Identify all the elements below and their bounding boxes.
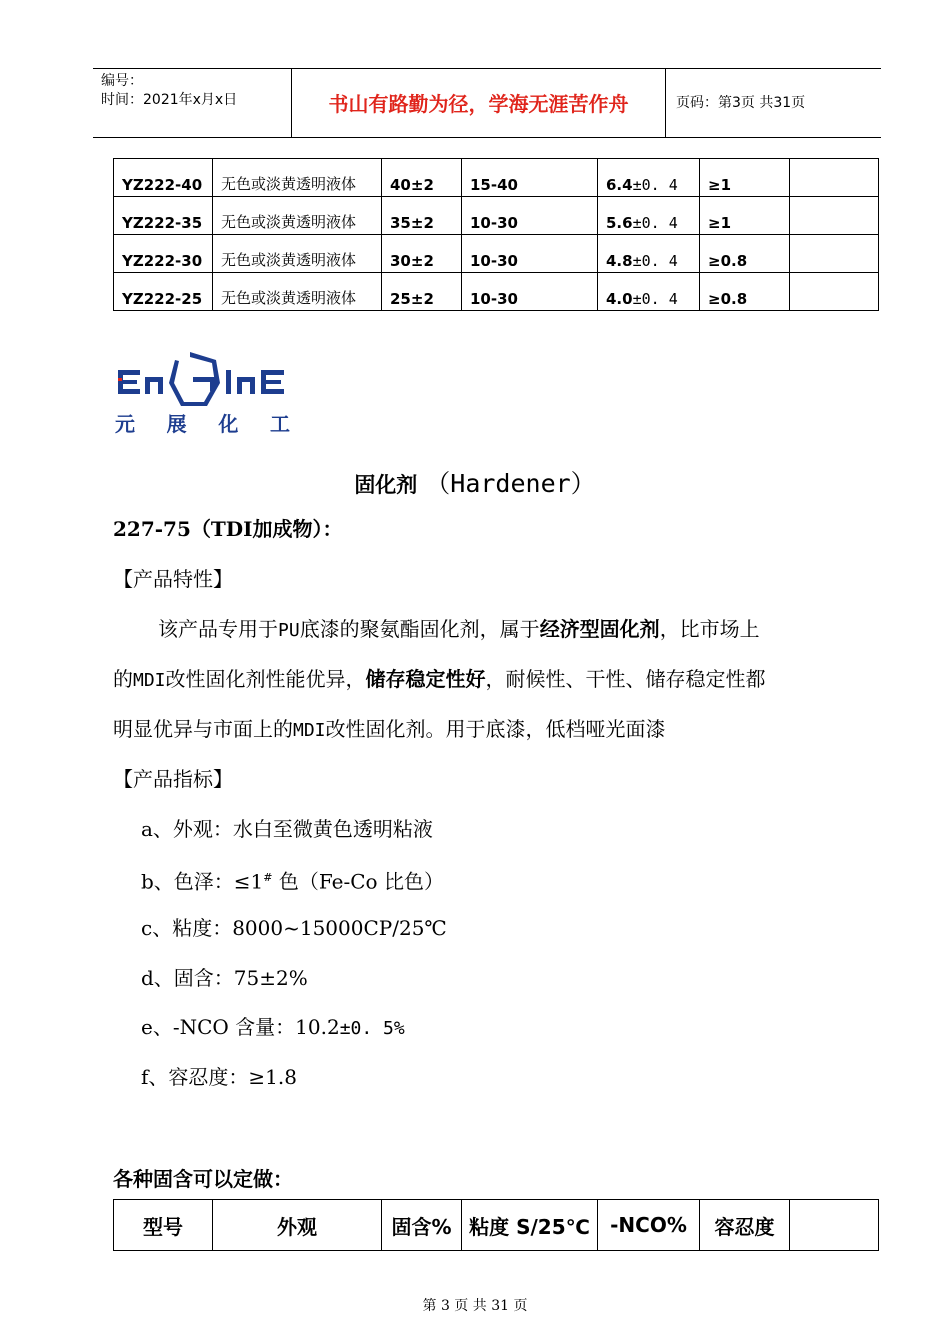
text-run: 改性固化剂。用于底漆，低档哑光面漆 (325, 717, 666, 741)
text-run: ，耐候性、干性、储存稳定性都 (485, 667, 766, 691)
index-item-e (141, 1014, 405, 1042)
header-cell: 型号 (114, 1200, 213, 1251)
index-item-a: a、外观：水白至微黄色透明粘液 (141, 817, 433, 841)
text-run: MDI (133, 670, 166, 691)
table-header-row (114, 1200, 879, 1251)
text-run: 明显优异与市面上的 (113, 717, 293, 741)
text-run: 的 (113, 667, 133, 691)
cell-nco (598, 235, 700, 273)
cell-appearance: 无色或淡黄透明液体 (213, 235, 382, 273)
text-run: 色（Fe-Co 比色） (272, 869, 444, 894)
cell-extra (790, 197, 879, 235)
text-run: ±0. 5% (339, 1018, 405, 1039)
superscript: # (263, 871, 273, 884)
nco-value: 4.8 (606, 252, 633, 270)
nco-tolerance: ±0. 4 (632, 176, 678, 194)
cell-nco (598, 159, 700, 197)
cell-nco (598, 273, 700, 311)
cell-tolerance: ≥1 (700, 197, 790, 235)
index-label: 【产品指标】 (113, 767, 233, 791)
header-cell: -NCO% (598, 1200, 700, 1251)
text-run: PU (278, 620, 300, 641)
logo-accent (118, 378, 122, 381)
header-page-label: 页码：第3页 共31页 (676, 95, 806, 111)
cell-appearance: 无色或淡黄透明液体 (213, 197, 382, 235)
product-heading: 227-75（TDI加成物）： (113, 517, 343, 541)
features-line-1 (158, 616, 760, 644)
cell-tolerance: ≥1 (700, 159, 790, 197)
text-run: ，比市场上 (659, 617, 760, 641)
nco-tolerance: ±0. 4 (632, 214, 678, 232)
cell-tolerance: ≥0.8 (700, 273, 790, 311)
cell-model: YZ222-35 (114, 197, 213, 235)
text-run: MDI (293, 720, 326, 741)
section-title-cn: 固化剂 (354, 473, 418, 497)
page-footer: 第 3 页 共 31 页 (422, 1298, 528, 1314)
nco-tolerance: ±0. 4 (632, 290, 678, 308)
header-cell (790, 1200, 879, 1251)
table-row (114, 235, 879, 273)
header-cell: 外观 (213, 1200, 382, 1251)
section-title (0, 464, 950, 500)
cell-solid: 40±2 (382, 159, 462, 197)
emphasis-text: 经济型固化剂 (539, 617, 660, 641)
cell-model: YZ222-40 (114, 159, 213, 197)
text-run: 该产品专用于 (158, 617, 278, 641)
logo-char: 化 (218, 412, 239, 436)
features-line-2 (113, 666, 766, 694)
doc-date-label: 时间：2021年x月x日 (101, 92, 238, 108)
cell-appearance: 无色或淡黄透明液体 (213, 159, 382, 197)
features-line-3 (113, 716, 666, 744)
spec-table-body (114, 159, 879, 311)
text-run: e、-NCO 含量：10.2 (141, 1015, 340, 1039)
cell-viscosity: 10-30 (462, 273, 598, 311)
text-run: b、色泽：≤1 (141, 869, 264, 894)
index-item-f: f、容忍度：≥1.8 (141, 1065, 297, 1089)
cell-solid: 25±2 (382, 273, 462, 311)
nco-tolerance: ±0. 4 (632, 252, 678, 270)
nco-value: 5.6 (606, 214, 633, 232)
logo-char: 展 (166, 412, 187, 436)
cell-viscosity: 10-30 (462, 235, 598, 273)
header-cell: 固含% (382, 1200, 462, 1251)
cell-model: YZ222-25 (114, 273, 213, 311)
logo-wordmark (118, 352, 284, 406)
header-motto-cell (292, 69, 666, 137)
spec-table (113, 158, 879, 311)
cell-appearance: 无色或淡黄透明液体 (213, 273, 382, 311)
cell-extra (790, 273, 879, 311)
index-item-b (141, 865, 444, 895)
cell-solid: 35±2 (382, 197, 462, 235)
cell-viscosity: 10-30 (462, 197, 598, 235)
custom-note: 各种固含可以定做： (113, 1167, 293, 1191)
header-motto: 书山有路勤为径，学海无涯苦作舟 (328, 92, 629, 116)
page-header (93, 68, 881, 138)
cell-extra (790, 159, 879, 197)
doc-number-label: 编号： (101, 73, 143, 89)
header-cell: 容忍度 (700, 1200, 790, 1251)
cell-tolerance: ≥0.8 (700, 235, 790, 273)
header-cell: 粘度 S/25℃ (462, 1200, 598, 1251)
features-label: 【产品特性】 (113, 567, 233, 591)
table-row (114, 197, 879, 235)
text-run: 底漆的聚氨酯固化剂，属于 (299, 617, 540, 641)
cell-solid: 30±2 (382, 235, 462, 273)
header-page-cell (666, 69, 881, 137)
logo-chinese-name (115, 408, 290, 437)
cell-model: YZ222-30 (114, 235, 213, 273)
nco-value: 4.0 (606, 290, 633, 308)
section-title-en: （Hardener） (425, 469, 596, 498)
nco-value: 6.4 (606, 176, 633, 194)
logo-char: 工 (269, 412, 290, 436)
index-item-c: c、粘度：8000~15000CP/25℃ (141, 916, 447, 940)
cell-extra (790, 235, 879, 273)
cell-viscosity: 15-40 (462, 159, 598, 197)
table-row (114, 273, 879, 311)
grade-table (113, 1199, 879, 1251)
text-run: 改性固化剂性能优异， (165, 667, 366, 691)
index-item-d: d、固含：75±2% (141, 966, 308, 990)
emphasis-text: 储存稳定性好 (365, 667, 486, 691)
header-meta-cell (93, 69, 292, 137)
cell-nco (598, 197, 700, 235)
table-row (114, 159, 879, 197)
logo-char: 元 (115, 412, 135, 436)
